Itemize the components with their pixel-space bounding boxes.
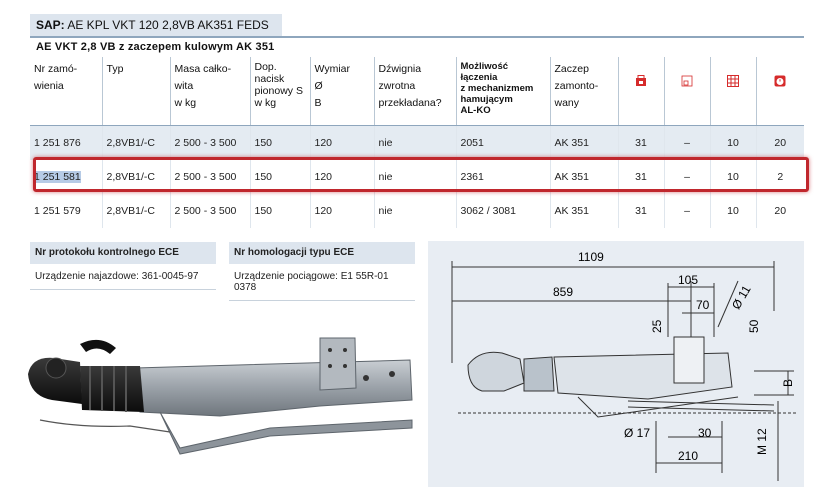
cell-dim: 120: [310, 194, 374, 228]
col-type: Typ: [102, 57, 170, 126]
col-load-l3: pionowy S: [254, 85, 303, 97]
table-body: [30, 126, 804, 229]
cell-mass: 2 500 - 3 500: [170, 160, 250, 194]
col-qty-pallet: [710, 57, 756, 126]
cell-q2: –: [664, 126, 710, 161]
dim-210: 210: [678, 449, 699, 463]
cell-lever: nie: [374, 160, 456, 194]
col-dim-l3: B: [314, 97, 322, 109]
col-hitch-l2: zamonto-: [554, 80, 599, 92]
cell-combo: 3062 / 3081: [456, 194, 550, 228]
col-combo-l3: z mechanizmem: [460, 83, 534, 94]
cell-hitch: AK 351: [550, 194, 618, 228]
col-lever: [374, 57, 456, 126]
cell-q4: 20: [756, 194, 804, 228]
cell-order-no[interactable]: [30, 160, 102, 194]
cell-mass: 2 500 - 3 500: [170, 126, 250, 161]
cell-dim: 120: [310, 160, 374, 194]
col-combo-l2: łączenia: [460, 72, 498, 83]
selected-order-no[interactable]: 1 251 581: [34, 171, 81, 183]
dim-1109: 1109: [578, 250, 604, 264]
cell-order-no: 1 251 876: [30, 126, 102, 161]
stopwatch-red-icon: [774, 75, 786, 87]
col-hitch: [550, 57, 618, 126]
protocol-panel: [30, 242, 216, 290]
col-load-l2: nacisk: [254, 73, 285, 85]
sap-title-bar: [30, 14, 282, 36]
dim-70: 70: [696, 298, 710, 312]
cell-order-no: 1 251 579: [30, 194, 102, 228]
cell-combo: 2051: [456, 126, 550, 161]
cell-q1: 31: [618, 126, 664, 161]
cell-type: 2,8VB1/-C: [102, 160, 170, 194]
cell-load: 150: [250, 160, 310, 194]
col-dim-l1: Wymiar: [314, 63, 350, 75]
protocol-heading: Nr protokołu kontrolnego ECE: [30, 242, 216, 264]
cell-q2: –: [664, 160, 710, 194]
protocol-text: Urządzenie najazdowe: 361-0045-97: [30, 264, 216, 290]
cell-q4: 20: [756, 126, 804, 161]
cell-type: 2,8VB1/-C: [102, 194, 170, 228]
homologation-panel: [229, 242, 415, 301]
cell-hitch: AK 351: [550, 126, 618, 161]
dimension-drawing: [428, 241, 804, 487]
col-delivery-time: [756, 57, 804, 126]
col-load: [250, 57, 310, 126]
pallet-grid-icon: [727, 75, 739, 87]
cell-type: 2,8VB1/-C: [102, 126, 170, 161]
dim-25: 25: [650, 319, 664, 333]
col-mass-l1: Masa całko-: [174, 63, 232, 75]
cell-lever: nie: [374, 126, 456, 161]
col-order-no: [30, 57, 102, 126]
cell-load: 150: [250, 126, 310, 161]
cell-q3: 10: [710, 194, 756, 228]
box-outline-icon: [681, 75, 693, 87]
col-hitch-l1: Zaczep: [554, 63, 589, 75]
dim-859: 859: [553, 285, 574, 299]
dim-diameter-11: Ø 11: [728, 282, 754, 312]
col-dim: [310, 57, 374, 126]
col-qty-box: [664, 57, 710, 126]
cell-q4: 2: [756, 160, 804, 194]
dim-diameter-17: Ø 17: [624, 426, 651, 440]
col-mass-l2: wita: [174, 80, 194, 92]
cell-mass: 2 500 - 3 500: [170, 194, 250, 228]
col-dim-l2: Ø: [314, 80, 323, 92]
sap-prefix: SAP:: [36, 18, 65, 32]
cell-q2: –: [664, 194, 710, 228]
col-mass-l3: w kg: [174, 97, 197, 109]
homologation-text: Urządzenie pociągowe: E1 55R-01 0378: [229, 264, 415, 301]
col-order-no-l2: wienia: [34, 80, 64, 92]
cell-q3: 10: [710, 126, 756, 161]
col-qty-package: [618, 57, 664, 126]
packaging-red-icon: [635, 75, 647, 87]
dim-50: 50: [747, 319, 761, 333]
table-row-highlighted[interactable]: [30, 160, 804, 194]
homologation-heading: Nr homologacji typu ECE: [229, 242, 415, 264]
overrun-device-photo: [20, 308, 420, 468]
table-row[interactable]: [30, 126, 804, 161]
col-load-l1: Dop.: [254, 61, 277, 73]
col-mass: [170, 57, 250, 126]
col-combo-l4: hamującym: [460, 94, 513, 105]
cell-lever: nie: [374, 194, 456, 228]
col-lever-l2: zwrotna: [378, 80, 416, 92]
dimension-drawing-panel: [428, 241, 804, 487]
col-hitch-l3: wany: [554, 97, 580, 109]
cell-q1: 31: [618, 160, 664, 194]
cell-hitch: AK 351: [550, 160, 618, 194]
col-combo: [456, 57, 550, 126]
cell-load: 150: [250, 194, 310, 228]
table-row[interactable]: [30, 194, 804, 228]
dim-30: 30: [698, 426, 712, 440]
spec-table: [30, 57, 804, 228]
cell-dim: 120: [310, 126, 374, 161]
dim-b: B: [781, 378, 795, 387]
cell-q3: 10: [710, 160, 756, 194]
col-combo-l1: Możliwość: [460, 61, 509, 72]
dim-105: 105: [678, 273, 699, 287]
title-rule: [30, 36, 804, 38]
table-header-row: [30, 57, 804, 126]
sap-title: AE KPL VKT 120 2,8VB AK351 FEDS: [67, 18, 269, 32]
dim-m12: M 12: [755, 428, 769, 455]
col-order-no-l1: Nr zamó-: [34, 63, 78, 75]
col-lever-l1: Dźwignia: [378, 63, 422, 75]
cell-q1: 31: [618, 194, 664, 228]
col-load-l4: w kg: [254, 97, 277, 109]
col-lever-l3: przekładana?: [378, 97, 442, 109]
cell-combo: 2361: [456, 160, 550, 194]
col-combo-l5: AL-KO: [460, 105, 491, 116]
product-subtitle: AE VKT 2,8 VB z zaczepem kulowym AK 351: [36, 41, 275, 53]
